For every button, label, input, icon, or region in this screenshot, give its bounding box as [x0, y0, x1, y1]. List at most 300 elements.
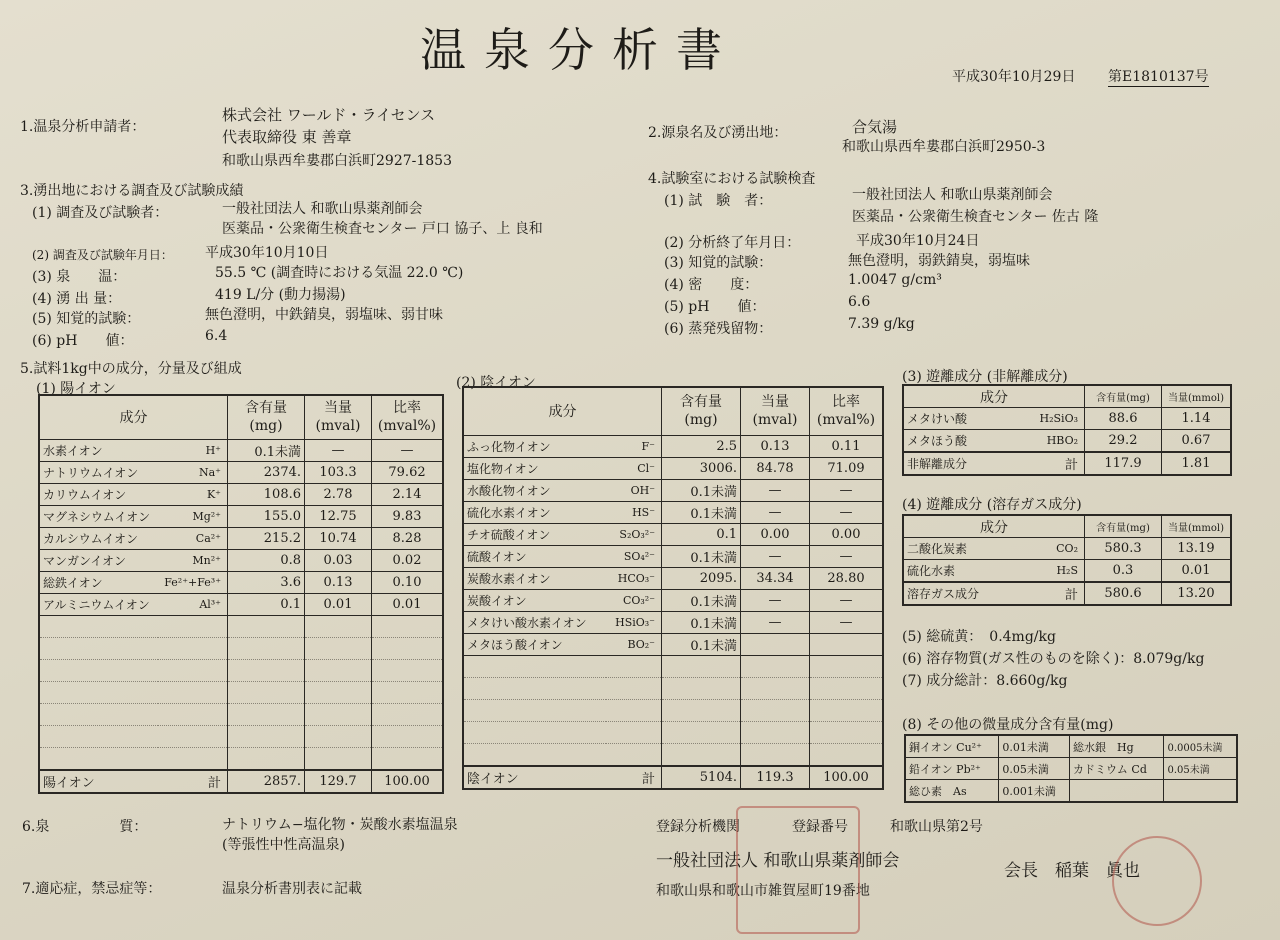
- anion-ratio: —: [810, 479, 884, 501]
- registration-number: 和歌山県第2号: [890, 819, 983, 835]
- anion-content: 0.1未満: [662, 545, 741, 567]
- free-symbol: HBO₂: [1009, 430, 1085, 453]
- cation-equiv: 0.03: [305, 549, 372, 571]
- registration-number-label: 登録番号: [792, 819, 848, 835]
- cation-total-row: [39, 770, 443, 793]
- anion-equiv: [741, 633, 810, 655]
- cation-empty-cell: [158, 615, 227, 637]
- cation-empty-cell: [158, 681, 227, 703]
- anion-ratio: —: [810, 545, 884, 567]
- cation-empty-cell: [305, 637, 372, 659]
- cation-empty-cell: [158, 725, 227, 747]
- anion-total-kei: 計: [606, 766, 662, 789]
- cation-empty-cell: [39, 747, 158, 770]
- anion-name: ふっ化物イオン: [463, 435, 606, 457]
- cation-name: マグネシウムイオン: [39, 505, 158, 527]
- cation-symbol: K⁺: [158, 483, 227, 505]
- anion-empty-row: [463, 721, 883, 743]
- issue-date: 平成30年10月29日: [952, 69, 1076, 85]
- cation-equiv: 103.3: [305, 461, 372, 483]
- cation-content: 0.1: [228, 593, 305, 615]
- cation-content: 3.6: [228, 571, 305, 593]
- cation-empty-cell: [228, 725, 305, 747]
- cation-table-label: (1) 陽イオン: [36, 381, 116, 397]
- anion-equiv: 34.34: [741, 567, 810, 589]
- gas-total-equiv: 13.20: [1162, 582, 1232, 605]
- free-equiv: 0.67: [1162, 430, 1232, 453]
- s3-item1-line1: 一般社団法人 和歌山県薬剤師会: [222, 201, 423, 217]
- gas-row: [903, 560, 1231, 583]
- anion-content: 0.1未満: [662, 633, 741, 655]
- cation-empty-cell: [372, 615, 444, 637]
- cation-total-content: 2857.: [228, 770, 305, 793]
- cation-rows: [39, 439, 443, 793]
- anion-ratio: —: [810, 611, 884, 633]
- anion-empty-row: [463, 743, 883, 766]
- anion-table: [462, 386, 884, 790]
- cation-empty-cell: [39, 681, 158, 703]
- cation-symbol: Al³⁺: [158, 593, 227, 615]
- trace-value: 0.001未満: [999, 780, 1070, 803]
- anion-total-label: 陰イオン: [463, 766, 606, 789]
- anion-empty-cell: [810, 721, 884, 743]
- trace-name: 鉛イオン Pb²⁺: [905, 758, 999, 780]
- cation-empty-cell: [39, 637, 158, 659]
- free-rows: [903, 408, 1231, 476]
- cation-header-content: 含有量 (mg): [228, 395, 305, 439]
- anion-equiv: 84.78: [741, 457, 810, 479]
- anion-ratio: 0.11: [810, 435, 884, 457]
- cation-ratio: 8.28: [372, 527, 444, 549]
- cation-empty-cell: [305, 747, 372, 770]
- organization-seal-stamp: [736, 806, 860, 934]
- s4-item3-value: 無色澄明，弱鉄錆臭，弱塩味: [848, 253, 1030, 269]
- anion-empty-cell: [606, 677, 662, 699]
- anion-content: 3006.: [662, 457, 741, 479]
- anion-symbol: CO₃²⁻: [606, 589, 662, 611]
- registered-agency-label: 登録分析機関: [656, 819, 740, 835]
- cation-equiv: 10.74: [305, 527, 372, 549]
- gas-content: 580.3: [1085, 538, 1162, 560]
- cation-content: 215.2: [228, 527, 305, 549]
- document-number: 第E1810137号: [1108, 66, 1209, 87]
- anion-ratio: 28.80: [810, 567, 884, 589]
- free-symbol: H₂SiO₃: [1009, 408, 1085, 430]
- cation-ratio: 0.02: [372, 549, 444, 571]
- free-header-equiv: 当量(mmol): [1162, 385, 1232, 408]
- organization-address: 和歌山県和歌山市雑賀屋町19番地: [656, 883, 870, 899]
- s4-item1-line1: 一般社団法人 和歌山県薬剤師会: [852, 187, 1053, 203]
- cation-header-ratio: 比率 (mval%): [372, 395, 444, 439]
- gas-symbol: CO₂: [1033, 538, 1085, 560]
- gas-component-table: [902, 514, 1232, 606]
- document-title: 温泉分析書: [420, 23, 740, 77]
- anion-name: メタけい酸水素イオン: [463, 611, 606, 633]
- anion-ratio: 71.09: [810, 457, 884, 479]
- anion-symbol: BO₂⁻: [606, 633, 662, 655]
- s2-source-address: 和歌山県西牟婁郡白浜町2950-3: [842, 139, 1046, 155]
- gas-total-label: 溶存ガス成分: [903, 582, 1033, 605]
- free-equiv: 1.14: [1162, 408, 1232, 430]
- s4-item2-label: (2) 分析終了年月日：: [664, 235, 801, 251]
- gas-symbol: H₂S: [1033, 560, 1085, 583]
- cation-ratio: 0.10: [372, 571, 444, 593]
- free-header-component: 成分: [903, 385, 1085, 408]
- s2-label: 2.源泉名及び湧出地：: [648, 125, 788, 141]
- cation-total-equiv: 129.7: [305, 770, 372, 793]
- anion-name: 炭酸イオン: [463, 589, 606, 611]
- free-total-content: 117.9: [1085, 452, 1162, 475]
- s4-item1-line2: 医薬品・公衆衛生検査センター 佐古 隆: [852, 209, 1099, 225]
- anion-row: [463, 611, 883, 633]
- free-row: [903, 408, 1231, 430]
- cation-empty-row: [39, 681, 443, 703]
- cation-empty-cell: [228, 681, 305, 703]
- s4-item2-value: 平成30年10月24日: [856, 233, 980, 249]
- cation-ratio: 0.01: [372, 593, 444, 615]
- anion-symbol: SO₄²⁻: [606, 545, 662, 567]
- s3-item6-label: (6) pH 値：: [32, 333, 134, 349]
- anion-name: 水酸化物イオン: [463, 479, 606, 501]
- trace-name: 総水銀 Hg: [1070, 735, 1164, 758]
- s1-applicant-company: 株式会社 ワールド・ライセンス: [222, 106, 436, 124]
- cation-symbol: Mn²⁺: [158, 549, 227, 571]
- free-row: [903, 430, 1231, 453]
- cation-empty-cell: [305, 681, 372, 703]
- cation-row: [39, 549, 443, 571]
- cation-ratio: —: [372, 439, 444, 461]
- s3b-label: (3) 遊離成分 (非解離成分): [902, 369, 1068, 385]
- anion-empty-cell: [606, 743, 662, 766]
- anion-empty-cell: [741, 721, 810, 743]
- free-total-label: 非解離成分: [903, 452, 1009, 475]
- anion-empty-cell: [662, 743, 741, 766]
- anion-ratio: —: [810, 589, 884, 611]
- anion-empty-cell: [463, 743, 606, 766]
- s3-item2-value: 平成30年10月10日: [205, 245, 329, 261]
- cation-total-ratio: 100.00: [372, 770, 444, 793]
- cation-row: [39, 505, 443, 527]
- s3-item4-value: 419 L/分 (動力揚湯): [215, 287, 346, 303]
- cation-name: マンガンイオン: [39, 549, 158, 571]
- trace-row: [905, 780, 1237, 803]
- free-total-equiv: 1.81: [1162, 452, 1232, 475]
- free-component-table: [902, 384, 1232, 476]
- cation-empty-cell: [305, 615, 372, 637]
- s4-item4-value: 1.0047 g/cm³: [848, 272, 942, 288]
- cation-empty-row: [39, 659, 443, 681]
- anion-content: 2.5: [662, 435, 741, 457]
- cation-empty-row: [39, 703, 443, 725]
- anion-equiv: —: [741, 501, 810, 523]
- free-total-row: [903, 452, 1231, 475]
- cation-header-equiv: 当量 (mval): [305, 395, 372, 439]
- anion-equiv: 0.13: [741, 435, 810, 457]
- cation-table: [38, 394, 444, 794]
- anion-empty-cell: [606, 721, 662, 743]
- anion-symbol: F⁻: [606, 435, 662, 457]
- cation-row: [39, 439, 443, 461]
- cation-equiv: 12.75: [305, 505, 372, 527]
- anion-content: 0.1未満: [662, 611, 741, 633]
- anion-equiv: —: [741, 545, 810, 567]
- anion-empty-row: [463, 677, 883, 699]
- trace-name: 銅イオン Cu²⁺: [905, 735, 999, 758]
- anion-row: [463, 589, 883, 611]
- anion-empty-cell: [662, 677, 741, 699]
- s3-item1-label: (1) 調査及び試験者：: [32, 205, 169, 221]
- cation-row: [39, 593, 443, 615]
- anion-header-component: 成分: [463, 387, 662, 435]
- cation-name: アルミニウムイオン: [39, 593, 158, 615]
- cation-content: 0.1未満: [228, 439, 305, 461]
- anion-empty-cell: [741, 655, 810, 677]
- q6-value-note: (等張性中性高温泉): [222, 837, 345, 853]
- cation-empty-row: [39, 725, 443, 747]
- cation-content: 155.0: [228, 505, 305, 527]
- anion-empty-cell: [463, 721, 606, 743]
- cation-name: カルシウムイオン: [39, 527, 158, 549]
- anion-rows: [463, 435, 883, 789]
- free-content: 88.6: [1085, 408, 1162, 430]
- cation-empty-row: [39, 615, 443, 637]
- gas-header-component: 成分: [903, 515, 1085, 538]
- s1-applicant-address: 和歌山県西牟婁郡白浜町2927-1853: [222, 153, 452, 169]
- gas-total-row: [903, 582, 1231, 605]
- cation-empty-cell: [158, 659, 227, 681]
- trace-value: 0.05未満: [999, 758, 1070, 780]
- trace-row: [905, 735, 1237, 758]
- anion-row: [463, 435, 883, 457]
- anion-empty-cell: [741, 677, 810, 699]
- anion-row: [463, 523, 883, 545]
- cation-symbol: H⁺: [158, 439, 227, 461]
- cation-empty-cell: [228, 637, 305, 659]
- cation-symbol: Ca²⁺: [158, 527, 227, 549]
- gas-name: 二酸化炭素: [903, 538, 1033, 560]
- cation-ratio: 9.83: [372, 505, 444, 527]
- dissolved-matter: (6) 溶存物質(ガス性のものを除く)：8.079g/kg: [902, 651, 1205, 667]
- cation-empty-cell: [372, 703, 444, 725]
- cation-empty-cell: [158, 747, 227, 770]
- anion-name: メタほう酸イオン: [463, 633, 606, 655]
- free-content: 29.2: [1085, 430, 1162, 453]
- s4-item3-label: (3) 知覚的試験：: [664, 255, 773, 271]
- anion-empty-cell: [741, 699, 810, 721]
- cation-empty-cell: [158, 703, 227, 725]
- anion-header-equiv: 当量 (mval): [741, 387, 810, 435]
- cation-content: 2374.: [228, 461, 305, 483]
- free-header-content: 含有量(mg): [1085, 385, 1162, 408]
- trace-value: 0.0005未満: [1164, 735, 1237, 758]
- cation-empty-cell: [305, 703, 372, 725]
- free-name: メタほう酸: [903, 430, 1009, 453]
- anion-content: 0.1未満: [662, 501, 741, 523]
- s3-item2-label: (2) 調査及び試験年月日：: [32, 248, 173, 262]
- anion-empty-cell: [810, 699, 884, 721]
- anion-content: 0.1: [662, 523, 741, 545]
- trace-table: [904, 734, 1238, 803]
- s3-item5-value: 無色澄明，中鉄錆臭，弱塩味、弱甘味: [205, 307, 443, 323]
- anion-empty-cell: [810, 743, 884, 766]
- cation-empty-cell: [372, 681, 444, 703]
- gas-rows: [903, 538, 1231, 606]
- q6-value: ナトリウム−塩化物・炭酸水素塩温泉: [222, 817, 458, 833]
- anion-equiv: —: [741, 589, 810, 611]
- cation-total-kei: 計: [158, 770, 227, 793]
- cation-empty-row: [39, 747, 443, 770]
- cation-row: [39, 571, 443, 593]
- anion-table-label: (2) 陰イオン: [456, 375, 536, 391]
- total-sulfur: (5) 総硫黄： 0.4mg/kg: [902, 629, 1056, 645]
- free-name: メタけい酸: [903, 408, 1009, 430]
- anion-row: [463, 633, 883, 655]
- cation-empty-cell: [228, 659, 305, 681]
- anion-total-ratio: 100.00: [810, 766, 884, 789]
- s3-item5-label: (5) 知覚的試験：: [32, 311, 141, 327]
- anion-empty-cell: [463, 677, 606, 699]
- trace-value: [1164, 780, 1237, 803]
- cation-empty-cell: [158, 637, 227, 659]
- anion-content: 2095.: [662, 567, 741, 589]
- cation-empty-cell: [228, 747, 305, 770]
- cation-total-label: 陽イオン: [39, 770, 158, 793]
- s4b-label: (4) 遊離成分 (溶存ガス成分): [902, 497, 1082, 513]
- anion-empty-cell: [463, 655, 606, 677]
- anion-empty-row: [463, 699, 883, 721]
- anion-total-equiv: 119.3: [741, 766, 810, 789]
- s5-label: 5.試料1kg中の成分，分量及び組成: [20, 361, 242, 377]
- cation-content: 108.6: [228, 483, 305, 505]
- cation-row: [39, 461, 443, 483]
- s3-item3-label: (3) 泉 温：: [32, 269, 127, 285]
- anion-content: 0.1未満: [662, 589, 741, 611]
- s3-item1-line2: 医薬品・公衆衛生検査センター 戸口 協子、上 良和: [222, 221, 543, 237]
- trace-rows: [905, 735, 1237, 802]
- s3-item6-value: 6.4: [205, 328, 228, 344]
- s8b-label: (8) その他の微量成分含有量(mg): [902, 717, 1114, 733]
- gas-total-kei: 計: [1033, 582, 1085, 605]
- cation-empty-cell: [305, 725, 372, 747]
- anion-symbol: HCO₃⁻: [606, 567, 662, 589]
- chairman-name: 会長 稲葉 眞也: [1004, 861, 1140, 881]
- q6-label: 6.泉 質：: [22, 819, 148, 835]
- cation-symbol: Fe²⁺+Fe³⁺: [158, 571, 227, 593]
- anion-row: [463, 457, 883, 479]
- cation-name: 総鉄イオン: [39, 571, 158, 593]
- anion-equiv: —: [741, 479, 810, 501]
- anion-name: 炭酸水素イオン: [463, 567, 606, 589]
- anion-empty-cell: [606, 699, 662, 721]
- cation-empty-cell: [39, 703, 158, 725]
- cation-empty-cell: [372, 747, 444, 770]
- free-total-kei: 計: [1009, 452, 1085, 475]
- anion-empty-cell: [463, 699, 606, 721]
- cation-name: カリウムイオン: [39, 483, 158, 505]
- s1-label: 1.温泉分析申請者：: [20, 119, 146, 135]
- cation-equiv: 0.13: [305, 571, 372, 593]
- cation-ratio: 2.14: [372, 483, 444, 505]
- trace-name: 総ひ素 As: [905, 780, 999, 803]
- anion-empty-cell: [606, 655, 662, 677]
- anion-row: [463, 501, 883, 523]
- gas-row: [903, 538, 1231, 560]
- cation-equiv: 0.01: [305, 593, 372, 615]
- s4-item1-label: (1) 試 験 者：: [664, 193, 773, 209]
- gas-equiv: 0.01: [1162, 560, 1232, 583]
- anion-empty-row: [463, 655, 883, 677]
- anion-name: 硫酸イオン: [463, 545, 606, 567]
- anion-total-row: [463, 766, 883, 789]
- gas-name: 硫化水素: [903, 560, 1033, 583]
- trace-row: [905, 758, 1237, 780]
- anion-name: 硫化水素イオン: [463, 501, 606, 523]
- s4-item6-value: 7.39 g/kg: [848, 316, 915, 332]
- cation-empty-cell: [372, 725, 444, 747]
- cation-equiv: —: [305, 439, 372, 461]
- cation-empty-cell: [39, 615, 158, 637]
- cation-content: 0.8: [228, 549, 305, 571]
- anion-equiv: —: [741, 611, 810, 633]
- q7-value: 温泉分析書別表に記載: [222, 881, 362, 897]
- anion-ratio: [810, 633, 884, 655]
- gas-total-content: 580.6: [1085, 582, 1162, 605]
- anion-total-content: 5104.: [662, 766, 741, 789]
- cation-name: ナトリウムイオン: [39, 461, 158, 483]
- cation-empty-cell: [372, 659, 444, 681]
- anion-empty-cell: [810, 677, 884, 699]
- anion-symbol: HSiO₃⁻: [606, 611, 662, 633]
- anion-empty-cell: [662, 721, 741, 743]
- trace-value: 0.05未満: [1164, 758, 1237, 780]
- cation-empty-cell: [228, 615, 305, 637]
- anion-content: 0.1未満: [662, 479, 741, 501]
- gas-equiv: 13.19: [1162, 538, 1232, 560]
- s4-item5-label: (5) pH 値：: [664, 299, 766, 315]
- anion-row: [463, 479, 883, 501]
- anion-symbol: HS⁻: [606, 501, 662, 523]
- s2-source-name: 合気湯: [852, 118, 898, 136]
- trace-value: 0.01未満: [999, 735, 1070, 758]
- cation-equiv: 2.78: [305, 483, 372, 505]
- gas-header-content: 含有量(mg): [1085, 515, 1162, 538]
- s3-item4-label: (4) 湧 出 量：: [32, 291, 122, 307]
- anion-name: チオ硫酸イオン: [463, 523, 606, 545]
- gas-content: 0.3: [1085, 560, 1162, 583]
- chairman-seal-stamp: [1112, 836, 1202, 926]
- cation-empty-cell: [228, 703, 305, 725]
- trace-name: カドミウム Cd: [1070, 758, 1164, 780]
- cation-symbol: Na⁺: [158, 461, 227, 483]
- anion-empty-cell: [810, 655, 884, 677]
- cation-empty-cell: [39, 659, 158, 681]
- anion-name: 塩化物イオン: [463, 457, 606, 479]
- cation-ratio: 79.62: [372, 461, 444, 483]
- s4-item5-value: 6.6: [848, 294, 871, 310]
- anion-row: [463, 545, 883, 567]
- anion-header-ratio: 比率 (mval%): [810, 387, 884, 435]
- issuing-organization: 一般社団法人 和歌山県薬剤師会: [656, 851, 900, 871]
- cation-symbol: Mg²⁺: [158, 505, 227, 527]
- cation-empty-cell: [305, 659, 372, 681]
- s3-label: 3.湧出地における調査及び試験成績: [20, 183, 244, 199]
- s4-item4-label: (4) 密 度：: [664, 277, 759, 293]
- anion-empty-cell: [741, 743, 810, 766]
- s4-label: 4.試験室における試験検査: [648, 171, 816, 187]
- gas-header-equiv: 当量(mmol): [1162, 515, 1232, 538]
- cation-empty-row: [39, 637, 443, 659]
- anion-symbol: Cl⁻: [606, 457, 662, 479]
